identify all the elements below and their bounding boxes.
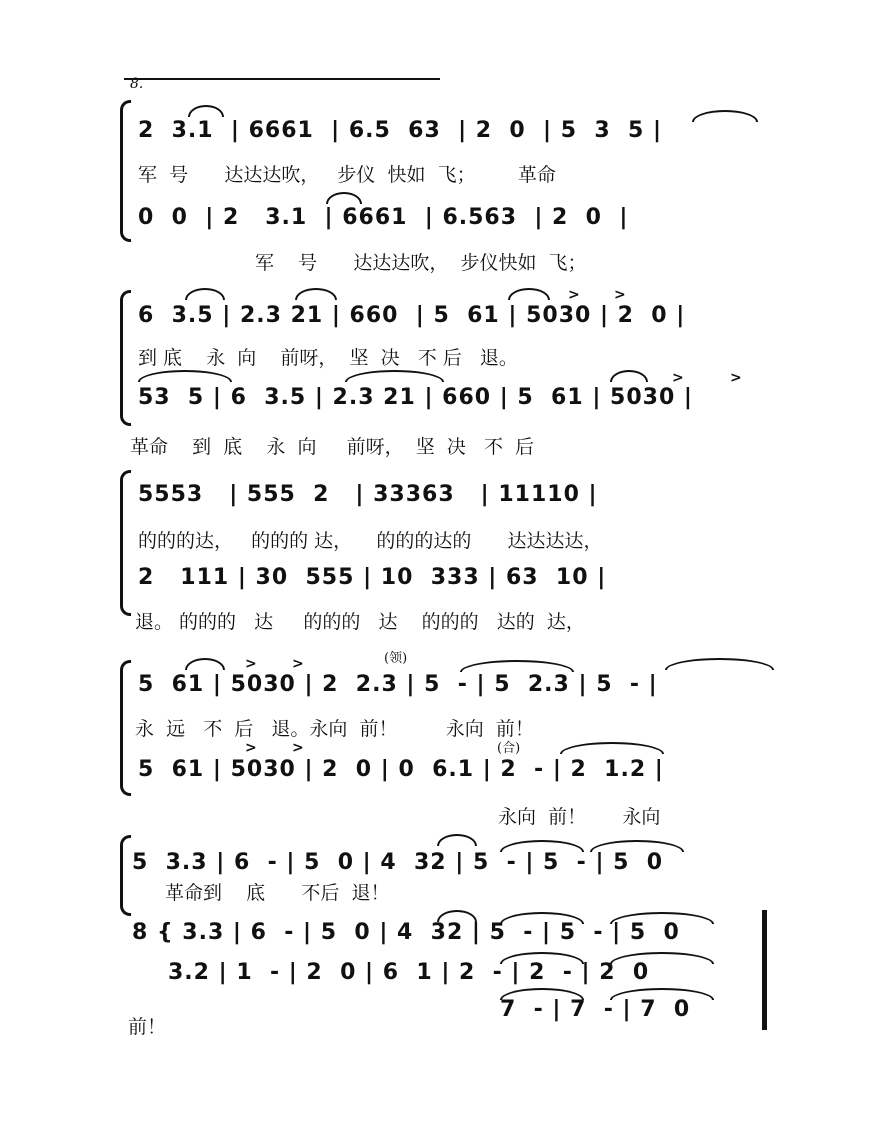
lyrics-line: 到 底 永 向 前呀， 坚 决 不 后 退。	[138, 347, 518, 369]
slur	[295, 288, 337, 300]
system-brace	[120, 660, 131, 796]
lyrics-line: 永向 前！ 永向	[498, 806, 661, 828]
system-brace	[120, 290, 131, 426]
slur	[345, 370, 444, 382]
notes-line: 5 3.3 | 6 - | 5 0 | 4 32 | 5 - | 5 - | 5 0	[132, 850, 664, 875]
slur	[437, 910, 477, 922]
slur	[500, 840, 584, 852]
slur	[326, 192, 362, 204]
lyrics-line: 的的的达， 的的的 达， 的的的达的 达达达达，	[138, 530, 603, 552]
notes-line: 2 111 | 30 555 | 10 333 | 63 10 |	[138, 565, 607, 590]
slur	[508, 288, 550, 300]
lyrics-line: 前！	[128, 1016, 167, 1038]
notes-line: 3.2 | 1 - | 2 0 | 6 1 | 2 - | 2 - | 2 0	[168, 960, 650, 985]
slur	[437, 834, 477, 846]
lyrics-line: 革命到 底 不后 退！	[165, 882, 390, 904]
slur	[185, 658, 225, 670]
system-brace	[120, 835, 131, 916]
slur	[188, 105, 224, 117]
slur	[500, 912, 584, 924]
accent-mark: >	[568, 287, 580, 303]
notes-line: 53 5 | 6 3.5 | 2.3 21 | 660 | 5 61 | 5030 |	[138, 385, 693, 410]
notes-line: 5 61 | 5030 | 2 0 | 0 6.1 | 2 - | 2 1.2 |	[138, 757, 664, 782]
notes-line: 2 3.1 | 6661 | 6.5 63 | 2 0 | 5 3 5 |	[138, 118, 662, 143]
lyrics-line: 永 远 不 后 退。永向 前！ 永向 前！	[135, 718, 534, 740]
slur	[460, 660, 574, 672]
notes-line: 6 3.5 | 2.3 21 | 660 | 5 61 | 5030 | 2 0 |	[138, 303, 686, 328]
system-brace	[120, 470, 131, 616]
notes-line: 5553 | 555 2 | 33363 | 11110 |	[138, 482, 598, 507]
final-barline	[762, 910, 767, 1030]
slur	[500, 952, 584, 964]
solo-marking: (领)	[384, 651, 408, 666]
notes-line: 0 0 | 2 3.1 | 6661 | 6.563 | 2 0 |	[138, 205, 629, 230]
accent-mark: >	[292, 740, 304, 756]
lyrics-line: 军 号 达达达吹， 步仪 快如 飞； 革命	[138, 164, 556, 186]
accent-mark: >	[245, 656, 257, 672]
slur	[665, 658, 774, 670]
slur	[138, 370, 232, 382]
slur	[610, 988, 714, 1000]
top-rule	[124, 78, 440, 80]
accent-mark: >	[730, 370, 742, 386]
accent-mark: >	[245, 740, 257, 756]
slur	[500, 988, 584, 1000]
system-brace	[120, 100, 131, 242]
slur	[610, 952, 714, 964]
accent-mark: >	[292, 656, 304, 672]
lyrics-line: 退。 的的的 达 的的的 达 的的的 达的 达，	[135, 611, 585, 633]
accent-mark: >	[672, 370, 684, 386]
notes-line: 5 61 | 5030 | 2 2.3 | 5 - | 5 2.3 | 5 - |	[138, 672, 658, 697]
notes-line: 7 - | 7 - | 7 0	[500, 997, 691, 1022]
slur	[610, 370, 648, 382]
lyrics-line: 革命 到 底 永 向 前呀， 坚 决 不 后	[130, 436, 535, 458]
slur	[610, 912, 714, 924]
slur	[185, 288, 225, 300]
lyrics-line: 军 号 达达达吹， 步仪快如 飞；	[255, 252, 587, 274]
slur	[560, 742, 664, 754]
notes-line: 8 { 3.3 | 6 - | 5 0 | 4 32 | 5 - | 5 - | 5 0	[132, 920, 680, 945]
slur	[692, 110, 758, 122]
accent-mark: >	[614, 287, 626, 303]
page-number: 8.	[130, 76, 144, 92]
chorus-marking: (合)	[497, 741, 521, 756]
slur	[590, 840, 684, 852]
